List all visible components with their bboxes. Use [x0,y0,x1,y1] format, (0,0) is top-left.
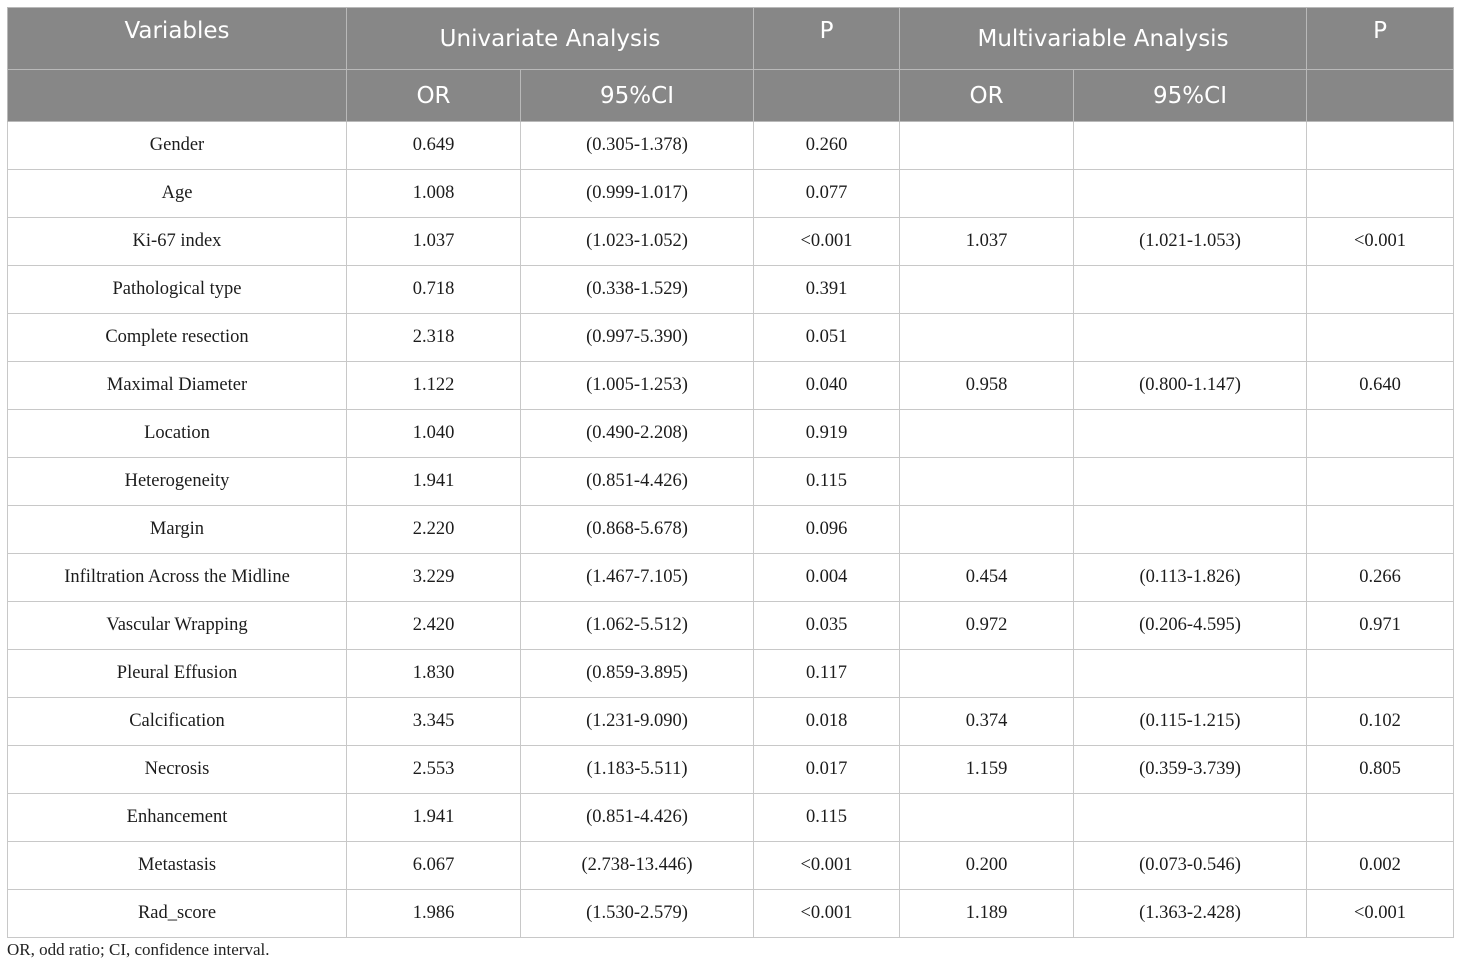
cell-multivariable-or [900,266,1074,314]
cell-multivariable-or: 1.189 [900,890,1074,938]
cell-univariate-p: 0.004 [754,554,900,602]
header-variables-blank [8,70,347,122]
cell-multivariable-p [1307,506,1454,554]
cell-univariate-or: 1.941 [347,794,521,842]
table-row [8,410,1454,458]
header-variables: Variables [8,8,347,70]
cell-multivariable-or [900,458,1074,506]
cell-univariate-ci: (0.868-5.678) [521,506,754,554]
cell-multivariable-p: 0.102 [1307,698,1454,746]
cell-univariate-or: 2.220 [347,506,521,554]
cell-multivariable-or: 0.374 [900,698,1074,746]
cell-univariate-p: <0.001 [754,218,900,266]
cell-multivariable-ci [1074,170,1307,218]
table-body [8,122,1454,938]
cell-univariate-or: 1.941 [347,458,521,506]
table-row [8,746,1454,794]
cell-multivariable-ci [1074,122,1307,170]
cell-univariate-ci: (2.738-13.446) [521,842,754,890]
table-row [8,362,1454,410]
cell-multivariable-p [1307,122,1454,170]
cell-multivariable-p [1307,794,1454,842]
cell-univariate-or: 0.718 [347,266,521,314]
cell-multivariable-p: 0.002 [1307,842,1454,890]
cell-variable: Complete resection [8,314,347,362]
cell-variable: Pathological type [8,266,347,314]
regression-table [7,7,1454,938]
cell-univariate-or: 0.649 [347,122,521,170]
cell-multivariable-p [1307,314,1454,362]
table-row [8,170,1454,218]
cell-univariate-or: 3.345 [347,698,521,746]
header-multivariable: Multivariable Analysis [900,8,1307,70]
cell-univariate-p: <0.001 [754,842,900,890]
cell-univariate-p: 0.040 [754,362,900,410]
header-ci-univariate: 95%CI [521,70,754,122]
cell-multivariable-ci: (1.021-1.053) [1074,218,1307,266]
cell-multivariable-p: <0.001 [1307,218,1454,266]
cell-univariate-p: 0.017 [754,746,900,794]
cell-multivariable-ci: (0.115-1.215) [1074,698,1307,746]
cell-multivariable-ci: (0.206-4.595) [1074,602,1307,650]
header-univariate: Univariate Analysis [347,8,754,70]
cell-multivariable-ci: (1.363-2.428) [1074,890,1307,938]
cell-multivariable-p: 0.640 [1307,362,1454,410]
cell-univariate-ci: (0.859-3.895) [521,650,754,698]
cell-multivariable-ci: (0.073-0.546) [1074,842,1307,890]
cell-multivariable-or: 1.037 [900,218,1074,266]
cell-univariate-ci: (1.062-5.512) [521,602,754,650]
cell-variable: Age [8,170,347,218]
cell-multivariable-p: 0.805 [1307,746,1454,794]
cell-univariate-p: 0.919 [754,410,900,458]
cell-multivariable-ci: (0.800-1.147) [1074,362,1307,410]
cell-univariate-p: 0.035 [754,602,900,650]
cell-variable: Calcification [8,698,347,746]
cell-univariate-ci: (0.338-1.529) [521,266,754,314]
cell-multivariable-or [900,506,1074,554]
cell-univariate-or: 6.067 [347,842,521,890]
cell-variable: Metastasis [8,842,347,890]
cell-univariate-or: 1.830 [347,650,521,698]
cell-univariate-or: 1.037 [347,218,521,266]
cell-multivariable-or: 0.958 [900,362,1074,410]
table-row [8,458,1454,506]
cell-multivariable-ci [1074,266,1307,314]
cell-univariate-or: 2.553 [347,746,521,794]
cell-univariate-ci: (0.305-1.378) [521,122,754,170]
cell-variable: Rad_score [8,890,347,938]
cell-multivariable-or: 0.200 [900,842,1074,890]
cell-univariate-or: 3.229 [347,554,521,602]
cell-multivariable-ci [1074,410,1307,458]
cell-multivariable-p [1307,650,1454,698]
cell-multivariable-or: 0.454 [900,554,1074,602]
cell-univariate-p: 0.260 [754,122,900,170]
header-or-univariate: OR [347,70,521,122]
table-row [8,698,1454,746]
cell-multivariable-p: <0.001 [1307,890,1454,938]
header-p-univariate: P [754,8,900,70]
cell-variable: Infiltration Across the Midline [8,554,347,602]
cell-univariate-p: 0.018 [754,698,900,746]
cell-univariate-ci: (0.999-1.017) [521,170,754,218]
cell-univariate-ci: (1.530-2.579) [521,890,754,938]
header-p-blank-1 [754,70,900,122]
cell-variable: Maximal Diameter [8,362,347,410]
cell-multivariable-p: 0.266 [1307,554,1454,602]
cell-univariate-ci: (1.023-1.052) [521,218,754,266]
cell-univariate-or: 1.040 [347,410,521,458]
table-row [8,842,1454,890]
cell-multivariable-p: 0.971 [1307,602,1454,650]
cell-variable: Location [8,410,347,458]
cell-variable: Vascular Wrapping [8,602,347,650]
cell-univariate-ci: (1.467-7.105) [521,554,754,602]
cell-univariate-or: 1.122 [347,362,521,410]
cell-univariate-or: 1.008 [347,170,521,218]
cell-univariate-p: 0.117 [754,650,900,698]
cell-univariate-ci: (1.005-1.253) [521,362,754,410]
cell-variable: Margin [8,506,347,554]
cell-multivariable-ci [1074,458,1307,506]
cell-variable: Ki-67 index [8,218,347,266]
cell-multivariable-or [900,314,1074,362]
cell-multivariable-or [900,794,1074,842]
cell-univariate-p: 0.051 [754,314,900,362]
cell-univariate-p: 0.391 [754,266,900,314]
header-p-multivariable: P [1307,8,1454,70]
cell-variable: Enhancement [8,794,347,842]
table-row [8,794,1454,842]
cell-multivariable-p [1307,410,1454,458]
cell-univariate-ci: (0.851-4.426) [521,458,754,506]
header-ci-multivariable: 95%CI [1074,70,1307,122]
cell-univariate-or: 1.986 [347,890,521,938]
cell-univariate-or: 2.318 [347,314,521,362]
cell-univariate-or: 2.420 [347,602,521,650]
header-row-sub [8,70,1454,122]
table-row [8,554,1454,602]
table-row [8,890,1454,938]
cell-multivariable-or [900,122,1074,170]
table-row [8,506,1454,554]
cell-univariate-ci: (1.231-9.090) [521,698,754,746]
table-header [8,8,1454,122]
cell-multivariable-or: 1.159 [900,746,1074,794]
cell-multivariable-or [900,410,1074,458]
cell-univariate-p: <0.001 [754,890,900,938]
table-row [8,266,1454,314]
cell-multivariable-or [900,170,1074,218]
table-row [8,122,1454,170]
cell-multivariable-p [1307,170,1454,218]
header-or-multivariable: OR [900,70,1074,122]
cell-multivariable-or [900,650,1074,698]
cell-univariate-ci: (0.490-2.208) [521,410,754,458]
table-row [8,602,1454,650]
cell-univariate-ci: (0.851-4.426) [521,794,754,842]
cell-multivariable-or: 0.972 [900,602,1074,650]
header-p-blank-2 [1307,70,1454,122]
header-row-top [8,8,1454,70]
cell-multivariable-p [1307,458,1454,506]
table-row [8,314,1454,362]
cell-univariate-p: 0.115 [754,458,900,506]
table-row [8,218,1454,266]
table-row [8,650,1454,698]
cell-multivariable-p [1307,266,1454,314]
cell-variable: Gender [8,122,347,170]
cell-univariate-p: 0.096 [754,506,900,554]
cell-variable: Heterogeneity [8,458,347,506]
cell-multivariable-ci: (0.113-1.826) [1074,554,1307,602]
cell-multivariable-ci [1074,506,1307,554]
cell-multivariable-ci [1074,314,1307,362]
cell-multivariable-ci [1074,794,1307,842]
cell-variable: Necrosis [8,746,347,794]
cell-univariate-p: 0.115 [754,794,900,842]
cell-univariate-ci: (0.997-5.390) [521,314,754,362]
table-footnote: OR, odd ratio; CI, confidence interval. [7,940,270,959]
cell-variable: Pleural Effusion [8,650,347,698]
cell-multivariable-ci [1074,650,1307,698]
cell-univariate-p: 0.077 [754,170,900,218]
cell-univariate-ci: (1.183-5.511) [521,746,754,794]
cell-multivariable-ci: (0.359-3.739) [1074,746,1307,794]
